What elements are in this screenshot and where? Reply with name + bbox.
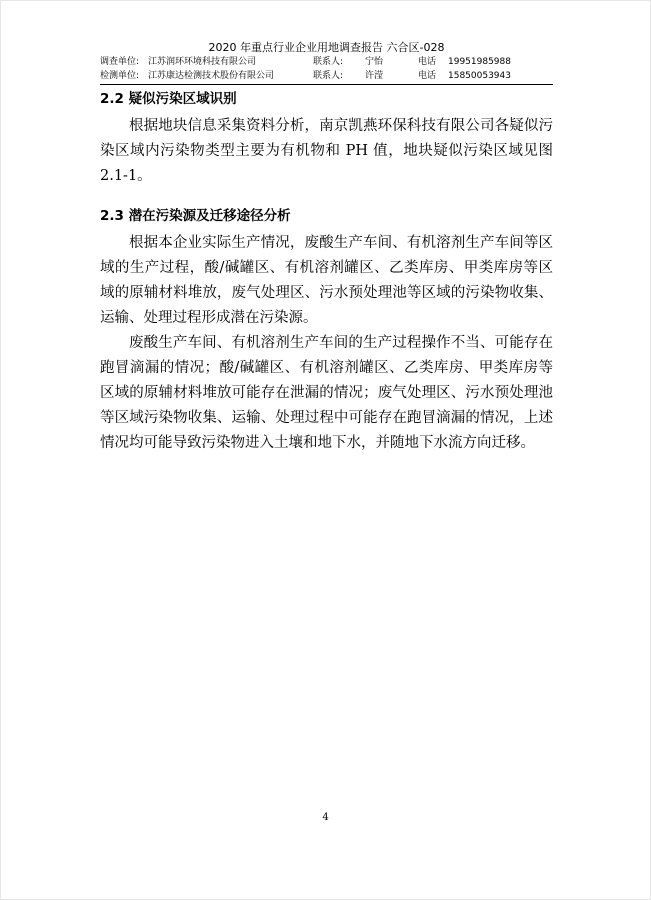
page-header	[100, 41, 553, 85]
testing-unit-label: 检测单位:	[100, 71, 140, 81]
survey-contact-name: 宁怡	[365, 57, 384, 67]
section-heading-2-2: 2.2 疑似污染区域识别	[100, 91, 237, 107]
section-body-2-2	[100, 114, 553, 189]
page-number: 4	[322, 812, 329, 823]
paragraph: 根据地块信息采集资料分析，南京凯燕环保科技有限公司各疑似污染区域内污染物类型主要为有机物和 PH 值，地块疑似污染区域见图 2.1-1。	[100, 118, 553, 184]
paragraph: 废酸生产车间、有机溶剂生产车间的生产过程操作不当、可能存在跑冒滴漏的情况；酸/碱罐区、有机溶剂罐区、乙类库房、甲类库房等区域的原辅材料堆放可能存在泄漏的情况；废气处理区、污水预处理池等区域污染物收集、运输、处理过程中可能存在跑冒滴漏的情况，上述情况均可能导致污染物进入土壤和地下水，并随地下水流方向迁移。	[100, 335, 553, 451]
survey-phone: 19951985988	[448, 57, 511, 67]
testing-unit-org: 江苏康达检测技术股份有限公司	[148, 71, 275, 81]
paragraph: 根据本企业实际生产情况，废酸生产车间、有机溶剂生产车间等区域的生产过程，酸/碱罐区、有机溶剂罐区、乙类库房、甲类库房等区域的原辅材料堆放，废气处理区、污水预处理池等区域的污染物收集、运输、处理过程形成潜在污染源。	[100, 235, 553, 326]
survey-unit-label: 调查单位:	[100, 57, 140, 67]
survey-phone-label: 电话	[418, 57, 437, 67]
testing-phone-label: 电话	[418, 71, 437, 81]
testing-unit-row	[100, 69, 553, 83]
survey-contact-label: 联系人:	[313, 57, 344, 67]
testing-contact-label: 联系人:	[313, 71, 344, 81]
testing-phone: 15850053943	[448, 71, 511, 81]
section-heading-2-3: 2.3 潜在污染源及迁移途径分析	[100, 208, 291, 224]
section-body-2-3	[100, 231, 553, 456]
header-divider	[100, 84, 553, 85]
testing-contact-name: 许滢	[365, 71, 384, 81]
survey-unit-org: 江苏润环环境科技有限公司	[148, 57, 257, 67]
header-title: 2020 年重点行业企业用地调查报告 六合区-028	[208, 41, 445, 54]
survey-unit-row	[100, 55, 553, 69]
